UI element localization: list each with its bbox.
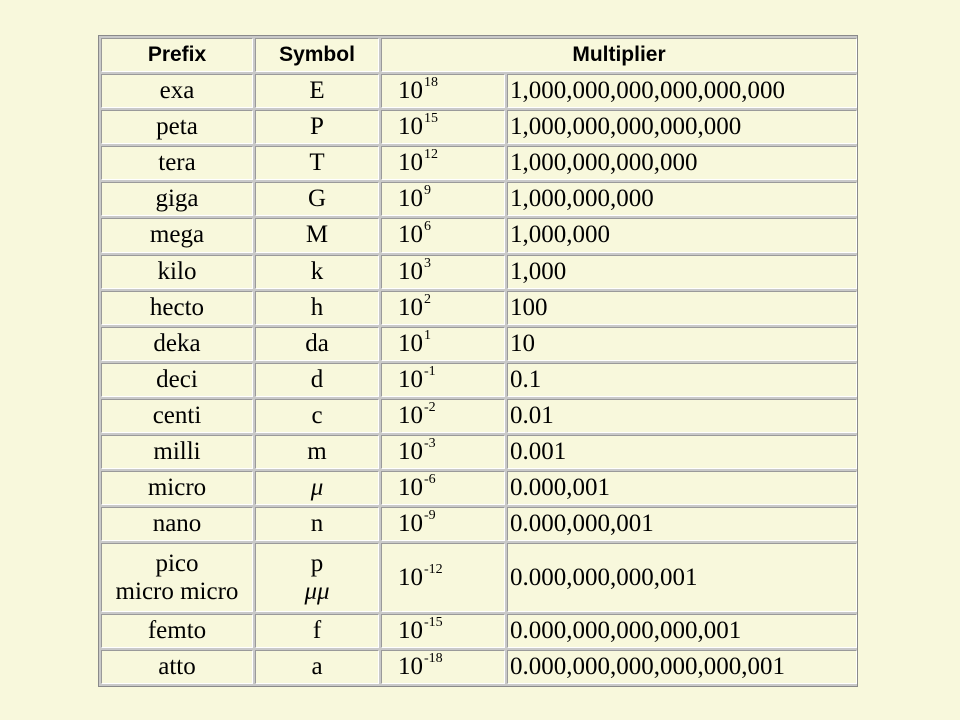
value-cell: 1,000,000 [507, 218, 857, 252]
power-exponent: -6 [424, 472, 436, 488]
power-exponent: 18 [424, 75, 438, 91]
table-row [101, 182, 857, 216]
symbol-cell: h [255, 291, 379, 325]
symbol-cell: n [255, 507, 379, 541]
power-base: 10 [398, 149, 423, 177]
value-cell: 1,000 [507, 255, 857, 289]
value-cell: 100 [507, 291, 857, 325]
table-row [101, 363, 857, 397]
prefix-cell: nano [101, 507, 253, 541]
header-symbol: Symbol [255, 38, 379, 72]
power-cell [381, 110, 505, 144]
power-base: 10 [398, 293, 423, 321]
table-row [101, 74, 857, 108]
power-cell [381, 399, 505, 433]
power-exponent: 1 [424, 327, 431, 343]
prefix-cell: exa [101, 74, 253, 108]
table-row [101, 471, 857, 505]
symbol-cell: E [255, 74, 379, 108]
value-cell: 1,000,000,000 [507, 182, 857, 216]
symbol-cell: m [255, 435, 379, 469]
value-cell: 0.01 [507, 399, 857, 433]
power-base: 10 [398, 438, 423, 466]
power-base: 10 [398, 365, 423, 393]
table-row [101, 543, 857, 611]
table-row [101, 507, 857, 541]
power-cell [381, 146, 505, 180]
header-prefix: Prefix [101, 38, 253, 72]
power-exponent: -12 [424, 561, 443, 577]
power-base: 10 [398, 221, 423, 249]
power-base: 10 [398, 510, 423, 538]
power-base: 10 [398, 563, 423, 591]
value-cell: 10 [507, 327, 857, 361]
prefix-cell: deka [101, 327, 253, 361]
table-row [101, 614, 857, 648]
prefix-cell: deci [101, 363, 253, 397]
prefix-cell: centi [101, 399, 253, 433]
power-exponent: 3 [424, 255, 431, 271]
power-cell [381, 650, 505, 684]
prefix-cell: mega [101, 218, 253, 252]
symbol-cell: da [255, 327, 379, 361]
prefix-cell [101, 543, 253, 611]
value-cell: 0.000,000,000,000,001 [507, 614, 857, 648]
power-base: 10 [398, 402, 423, 430]
symbol-cell: P [255, 110, 379, 144]
symbol-cell: μ [255, 471, 379, 505]
power-cell [381, 291, 505, 325]
power-cell [381, 614, 505, 648]
power-exponent: -1 [424, 363, 436, 379]
power-base: 10 [398, 113, 423, 141]
value-cell: 0.000,000,000,000,000,001 [507, 650, 857, 684]
power-exponent: 12 [424, 147, 438, 163]
power-cell [381, 218, 505, 252]
symbol-cell: M [255, 218, 379, 252]
prefix-cell: hecto [101, 291, 253, 325]
power-exponent: -9 [424, 508, 436, 524]
power-cell [381, 543, 505, 611]
power-cell [381, 182, 505, 216]
value-cell: 0.000,000,000,001 [507, 543, 857, 611]
power-cell [381, 507, 505, 541]
symbol-alternate: μμ [304, 577, 330, 605]
power-base: 10 [398, 257, 423, 285]
power-cell [381, 435, 505, 469]
value-cell: 1,000,000,000,000 [507, 146, 857, 180]
power-exponent: -18 [424, 650, 443, 666]
value-cell: 1,000,000,000,000,000,000 [507, 74, 857, 108]
table-row [101, 255, 857, 289]
value-cell: 0.000,000,001 [507, 507, 857, 541]
value-cell: 1,000,000,000,000,000 [507, 110, 857, 144]
table-row [101, 327, 857, 361]
symbol-cell: T [255, 146, 379, 180]
value-cell: 0.000,001 [507, 471, 857, 505]
symbol-cell: G [255, 182, 379, 216]
power-exponent: 15 [424, 111, 438, 127]
table-row [101, 146, 857, 180]
symbol-cell: c [255, 399, 379, 433]
power-cell [381, 363, 505, 397]
symbol-cell: a [255, 650, 379, 684]
table-row [101, 291, 857, 325]
table-row [101, 650, 857, 684]
table-row [101, 218, 857, 252]
power-cell [381, 255, 505, 289]
prefix-primary: pico [155, 549, 199, 577]
power-cell [381, 74, 505, 108]
symbol-cell: f [255, 614, 379, 648]
power-cell [381, 471, 505, 505]
power-base: 10 [398, 474, 423, 502]
si-prefix-table-container [98, 35, 858, 687]
table-header-row [101, 38, 857, 72]
power-base: 10 [398, 616, 423, 644]
prefix-cell: kilo [101, 255, 253, 289]
prefix-cell: femto [101, 614, 253, 648]
table-row [101, 435, 857, 469]
power-base: 10 [398, 77, 423, 105]
prefix-cell: milli [101, 435, 253, 469]
power-exponent: -2 [424, 400, 436, 416]
power-exponent: 6 [424, 219, 431, 235]
power-base: 10 [398, 185, 423, 213]
prefix-cell: atto [101, 650, 253, 684]
prefix-alternate: micro micro [115, 577, 239, 605]
power-exponent: 2 [424, 291, 431, 307]
power-exponent: 9 [424, 183, 431, 199]
value-cell: 0.001 [507, 435, 857, 469]
power-base: 10 [398, 652, 423, 680]
value-cell: 0.1 [507, 363, 857, 397]
power-cell [381, 327, 505, 361]
header-multiplier: Multiplier [381, 38, 857, 72]
symbol-cell: d [255, 363, 379, 397]
symbol-cell [255, 543, 379, 611]
power-exponent: -15 [424, 614, 443, 630]
symbol-primary: p [310, 549, 324, 577]
prefix-cell: micro [101, 471, 253, 505]
table-row [101, 110, 857, 144]
prefix-cell: giga [101, 182, 253, 216]
table-row [101, 399, 857, 433]
prefix-cell: tera [101, 146, 253, 180]
prefix-cell: peta [101, 110, 253, 144]
power-base: 10 [398, 329, 423, 357]
symbol-cell: k [255, 255, 379, 289]
power-exponent: -3 [424, 436, 436, 452]
si-prefix-table [99, 36, 859, 686]
